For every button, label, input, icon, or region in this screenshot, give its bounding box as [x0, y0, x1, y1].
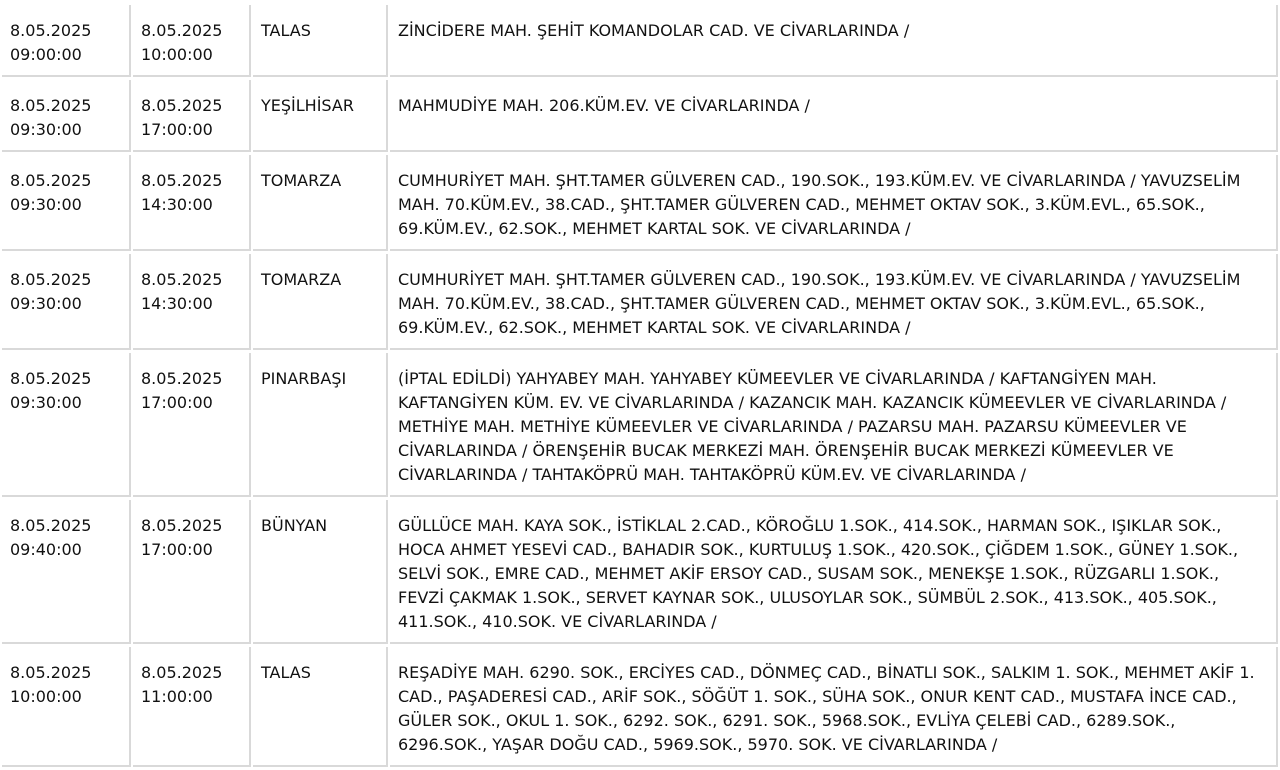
district-cell: TALAS — [253, 5, 388, 77]
district-cell: TOMARZA — [253, 155, 388, 251]
end-time: 11:00:00 — [141, 687, 213, 706]
start-date: 8.05.2025 — [10, 369, 92, 388]
start-time: 09:00:00 — [10, 45, 82, 64]
start-datetime-cell — [2, 5, 131, 77]
start-time: 09:30:00 — [10, 393, 82, 412]
area-cell: GÜLLÜCE MAH. KAYA SOK., İSTİKLAL 2.CAD., KÖROĞLU 1.SOK., 414.SOK., HARMAN SOK., IŞIKLAR SOK., HOCA AHMET YESEVİ CAD., BAHADIR SOK., KURTULUŞ 1.SOK., 420.SOK., ÇİĞDEM 1.SOK., GÜNEY 1.SOK., SELVİ SOK., EMRE CAD., MEHMET AKİF ERSOY CAD., SUSAM SOK., MENEKŞE 1.SOK., RÜZGARLI 1.SOK., FEVZİ ÇAKMAK 1.SOK., SERVET KAYNAR SOK., ULUSOYLAR SOK., SÜMBÜL 2.SOK., 413.SOK., 405.SOK., 411.SOK., 410.SOK. VE CİVARLARINDA / — [390, 500, 1278, 644]
area-cell: CUMHURİYET MAH. ŞHT.TAMER GÜLVEREN CAD., 190.SOK., 193.KÜM.EV. VE CİVARLARINDA / YAVUZSELİM MAH. 70.KÜM.EV., 38.CAD., ŞHT.TAMER GÜLVEREN CAD., MEHMET OKTAV SOK., 3.KÜM.EVL., 65.SOK., 69.KÜM.EV., 62.SOK., MEHMET KARTAL SOK. VE CİVARLARINDA / — [390, 254, 1278, 350]
end-date: 8.05.2025 — [141, 369, 223, 388]
start-time: 10:00:00 — [10, 687, 82, 706]
start-datetime-cell — [2, 254, 131, 350]
table-row — [2, 647, 1278, 767]
district-cell: TALAS — [253, 647, 388, 767]
end-time: 10:00:00 — [141, 45, 213, 64]
table-row — [2, 5, 1278, 77]
area-cell: REŞADİYE MAH. 6290. SOK., ERCİYES CAD., DÖNMEÇ CAD., BİNATLI SOK., SALKIM 1. SOK., MEHMET AKİF 1. CAD., PAŞADERESİ CAD., ARİF SOK., SÖĞÜT 1. SOK., SÜHA SOK., ONUR KENT CAD., MUSTAFA İNCE CAD., GÜLER SOK., OKUL 1. SOK., 6292. SOK., 6291. SOK., 5968.SOK., EVLİYA ÇELEBİ CAD., 6289.SOK., 6296.SOK., YAŞAR DOĞU CAD., 5969.SOK., 5970. SOK. VE CİVARLARINDA / — [390, 647, 1278, 767]
end-time: 14:30:00 — [141, 294, 213, 313]
start-date: 8.05.2025 — [10, 96, 92, 115]
outage-table — [0, 2, 1280, 770]
start-datetime-cell — [2, 500, 131, 644]
start-datetime-cell — [2, 647, 131, 767]
end-time: 14:30:00 — [141, 195, 213, 214]
table-row — [2, 254, 1278, 350]
start-time: 09:30:00 — [10, 195, 82, 214]
start-time: 09:30:00 — [10, 294, 82, 313]
table-row — [2, 500, 1278, 644]
start-date: 8.05.2025 — [10, 663, 92, 682]
area-cell: (İPTAL EDİLDİ) YAHYABEY MAH. YAHYABEY KÜMEEVLER VE CİVARLARINDA / KAFTANGİYEN MAH. KAFTANGİYEN KÜM. EV. VE CİVARLARINDA / KAZANCIK MAH. KAZANCIK KÜMEEVLER VE CİVARLARINDA / METHİYE MAH. METHİYE KÜMEEVLER VE CİVARLARINDA / PAZARSU MAH. PAZARSU KÜMEEVLER VE CİVARLARINDA / ÖRENŞEHİR BUCAK MERKEZİ MAH. ÖRENŞEHİR BUCAK MERKEZİ KÜMEEVLER VE CİVARLARINDA / TAHTAKÖPRÜ MAH. TAHTAKÖPRÜ KÜM.EV. VE CİVARLARINDA / — [390, 353, 1278, 497]
end-date: 8.05.2025 — [141, 270, 223, 289]
area-cell: ZİNCİDERE MAH. ŞEHİT KOMANDOLAR CAD. VE CİVARLARINDA / — [390, 5, 1278, 77]
start-date: 8.05.2025 — [10, 21, 92, 40]
district-cell: BÜNYAN — [253, 500, 388, 644]
end-time: 17:00:00 — [141, 393, 213, 412]
start-date: 8.05.2025 — [10, 171, 92, 190]
outage-table-body — [2, 5, 1278, 767]
end-date: 8.05.2025 — [141, 96, 223, 115]
end-datetime-cell — [133, 254, 251, 350]
table-row — [2, 155, 1278, 251]
end-time: 17:00:00 — [141, 540, 213, 559]
end-date: 8.05.2025 — [141, 21, 223, 40]
start-time: 09:40:00 — [10, 540, 82, 559]
end-datetime-cell — [133, 155, 251, 251]
table-row — [2, 353, 1278, 497]
area-cell: MAHMUDİYE MAH. 206.KÜM.EV. VE CİVARLARINDA / — [390, 80, 1278, 152]
table-row — [2, 80, 1278, 152]
district-cell: TOMARZA — [253, 254, 388, 350]
area-cell: CUMHURİYET MAH. ŞHT.TAMER GÜLVEREN CAD., 190.SOK., 193.KÜM.EV. VE CİVARLARINDA / YAVUZSELİM MAH. 70.KÜM.EV., 38.CAD., ŞHT.TAMER GÜLVEREN CAD., MEHMET OKTAV SOK., 3.KÜM.EVL., 65.SOK., 69.KÜM.EV., 62.SOK., MEHMET KARTAL SOK. VE CİVARLARINDA / — [390, 155, 1278, 251]
end-datetime-cell — [133, 353, 251, 497]
start-date: 8.05.2025 — [10, 516, 92, 535]
start-datetime-cell — [2, 80, 131, 152]
end-datetime-cell — [133, 5, 251, 77]
start-time: 09:30:00 — [10, 120, 82, 139]
end-datetime-cell — [133, 647, 251, 767]
start-date: 8.05.2025 — [10, 270, 92, 289]
start-datetime-cell — [2, 155, 131, 251]
end-datetime-cell — [133, 80, 251, 152]
end-datetime-cell — [133, 500, 251, 644]
district-cell: PINARBAŞI — [253, 353, 388, 497]
district-cell: YEŞİLHİSAR — [253, 80, 388, 152]
end-date: 8.05.2025 — [141, 516, 223, 535]
start-datetime-cell — [2, 353, 131, 497]
end-time: 17:00:00 — [141, 120, 213, 139]
end-date: 8.05.2025 — [141, 663, 223, 682]
end-date: 8.05.2025 — [141, 171, 223, 190]
